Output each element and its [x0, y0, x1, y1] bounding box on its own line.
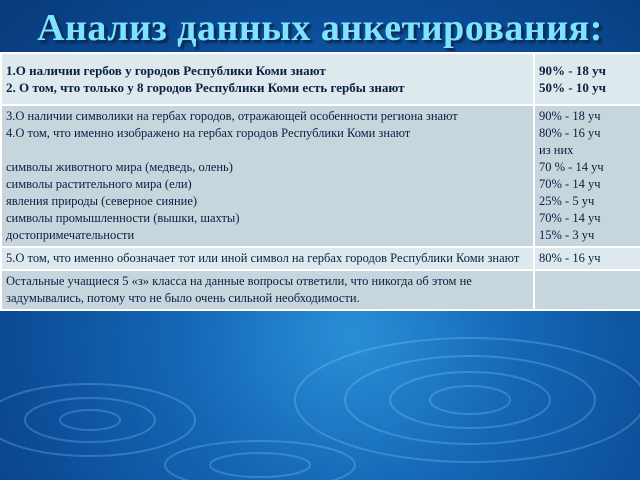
result-text: из них — [539, 143, 574, 157]
result-cell — [534, 105, 640, 247]
result-text: 70 % - 14 уч — [539, 160, 604, 174]
question-cell — [1, 105, 534, 247]
table-row — [1, 270, 640, 310]
result-text: 25% - 5 уч — [539, 194, 595, 208]
answer-item: явления природы (северное сияние) — [6, 194, 198, 208]
answer-item: символы промышленности (вышки, шахты) — [6, 211, 240, 225]
empty-cell — [534, 270, 640, 310]
question-text: 1.О наличии гербов у городов Республики Коми знают — [6, 63, 326, 78]
question-cell — [1, 247, 534, 270]
answer-item: символы животного мира (медведь, олень) — [6, 160, 233, 174]
survey-results-table — [0, 52, 640, 311]
note-cell — [1, 270, 534, 310]
question-cell — [1, 53, 534, 105]
result-text: 70% - 14 уч — [539, 211, 601, 225]
result-text: 90% - 18 уч — [539, 63, 606, 78]
result-text: 80% - 16 уч — [539, 126, 601, 140]
question-text: 2. О том, что только у 8 городов Республики Коми есть гербы знают — [6, 80, 405, 95]
question-text: 3.О наличии символики на гербах городов, отражающей особенности региона знают — [6, 109, 458, 123]
table-row — [1, 105, 640, 247]
result-text: 70% - 14 уч — [539, 177, 601, 191]
result-cell — [534, 247, 640, 270]
result-text: 50% - 10 уч — [539, 80, 606, 95]
question-text: 4.О том, что именно изображено на гербах городов Республики Коми знают — [6, 126, 411, 140]
table-row — [1, 247, 640, 270]
question-text: 5.О том, что именно обозначает тот или иной символ на гербах городов Республики Коми знают — [6, 251, 520, 265]
table-row — [1, 53, 640, 105]
answer-item: достопримечательности — [6, 228, 135, 242]
answer-item: символы растительного мира (ели) — [6, 177, 192, 191]
result-cell — [534, 53, 640, 105]
result-text: 80% - 16 уч — [539, 251, 601, 265]
slide-title: Анализ данных анкетирования: — [37, 7, 603, 49]
result-text: 15% - 3 уч — [539, 228, 595, 242]
note-text: Остальные учащиеся 5 «з» класса на данные вопросы ответили, что никогда об этом не задумывались, потому что не было очень сильной необходимости. — [6, 274, 472, 305]
result-text: 90% - 18 уч — [539, 109, 601, 123]
